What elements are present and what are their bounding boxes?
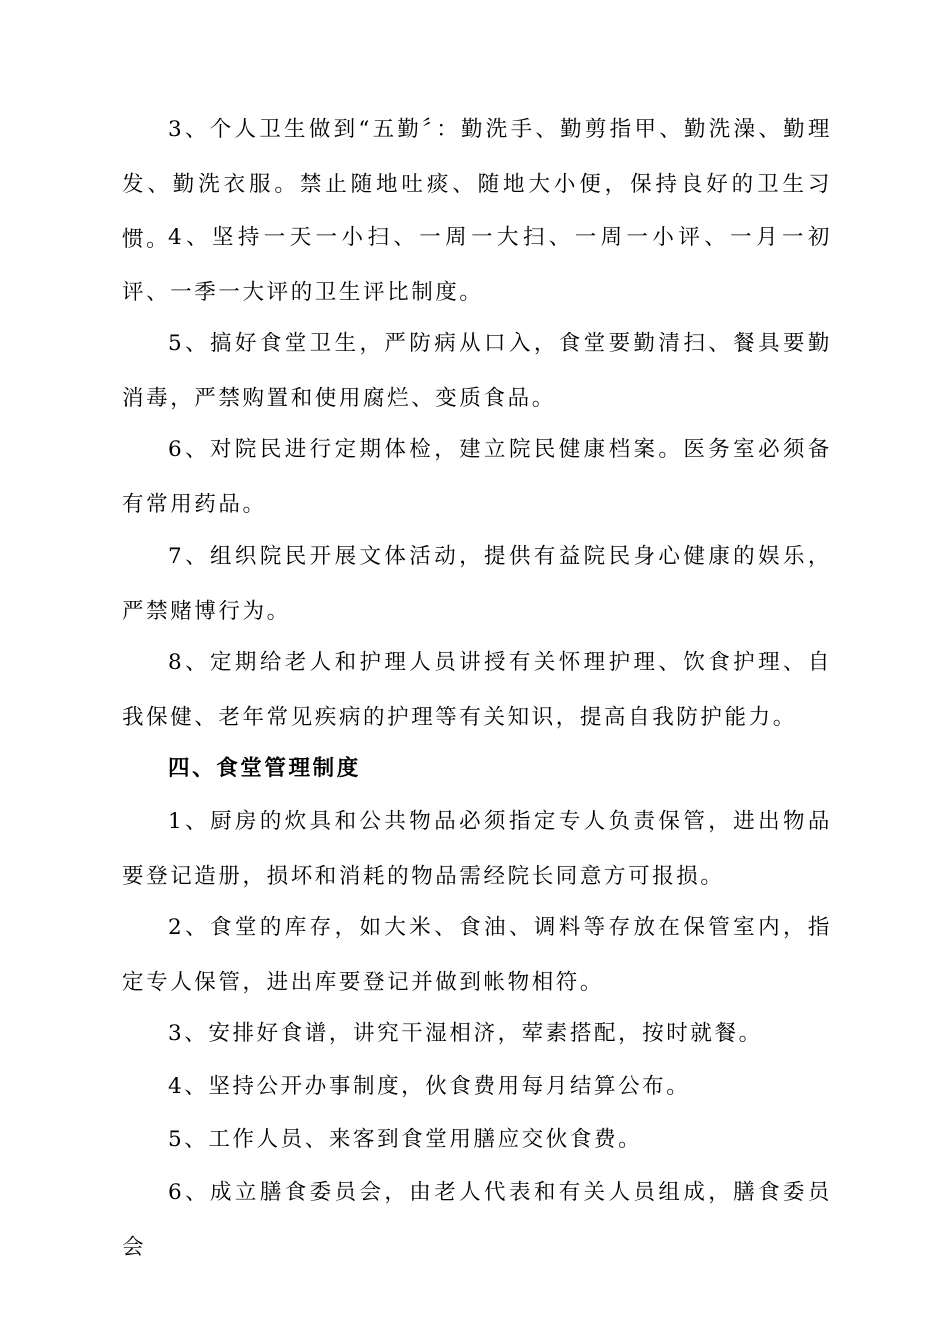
paragraph-hygiene-item-7: 7、组织院民开展文体活动，提供有益院民身心健康的娱乐，严禁赌博行为。	[122, 544, 832, 624]
paragraph-canteen-item-4: 4、坚持公开办事制度，伙食费用每月结算公布。	[168, 1074, 691, 1099]
paragraph-canteen-item-3: 3、安排好食谱，讲究干湿相济，荤素搭配，按时就餐。	[168, 1021, 763, 1046]
paragraph-canteen-item-1: 1、厨房的炊具和公共物品必须指定专人负责保管，进出物品要登记造册，损坏和消耗的物品需经院长同意方可报损。	[122, 809, 832, 889]
paragraph-canteen-item-5: 5、工作人员、来客到食堂用膳应交伙食费。	[168, 1127, 643, 1152]
paragraph-canteen-item-6: 6、成立膳食委员会，由老人代表和有关人员组成，膳食委员会	[122, 1180, 832, 1260]
paragraph-hygiene-item-6: 6、对院民进行定期体检，建立院民健康档案。医务室必须备有常用药品。	[122, 437, 832, 517]
section-heading: 四、食堂管理制度	[168, 756, 361, 781]
paragraph-hygiene-item-5: 5、搞好食堂卫生，严防病从口入，食堂要勤清扫、餐具要勤消毒，严禁购置和使用腐烂、变质食品。	[122, 331, 832, 411]
paragraph-hygiene-item-4: 4、坚持一天一小扫、一周一大扫、一周一小评、一月一初评、一季一大评的卫生评比制度。	[122, 225, 832, 305]
paragraph-hygiene-item-3: 3、个人卫生做到“五勤〞：勤洗手、勤剪指甲、勤洗澡、勤理发、勤洗衣服。禁止随地吐痰、随地大小便，保持良好的卫生习惯。	[122, 117, 832, 252]
paragraph-canteen-item-2: 2、食堂的库存，如大米、食油、调料等存放在保管室内，指定专人保管，进出库要登记并做到帐物相符。	[122, 915, 832, 995]
paragraph-hygiene-item-8: 8、定期给老人和护理人员讲授有关怀理护理、饮食护理、自我保健、老年常见疾病的护理等有关知识，提高自我防护能力。	[122, 650, 832, 730]
